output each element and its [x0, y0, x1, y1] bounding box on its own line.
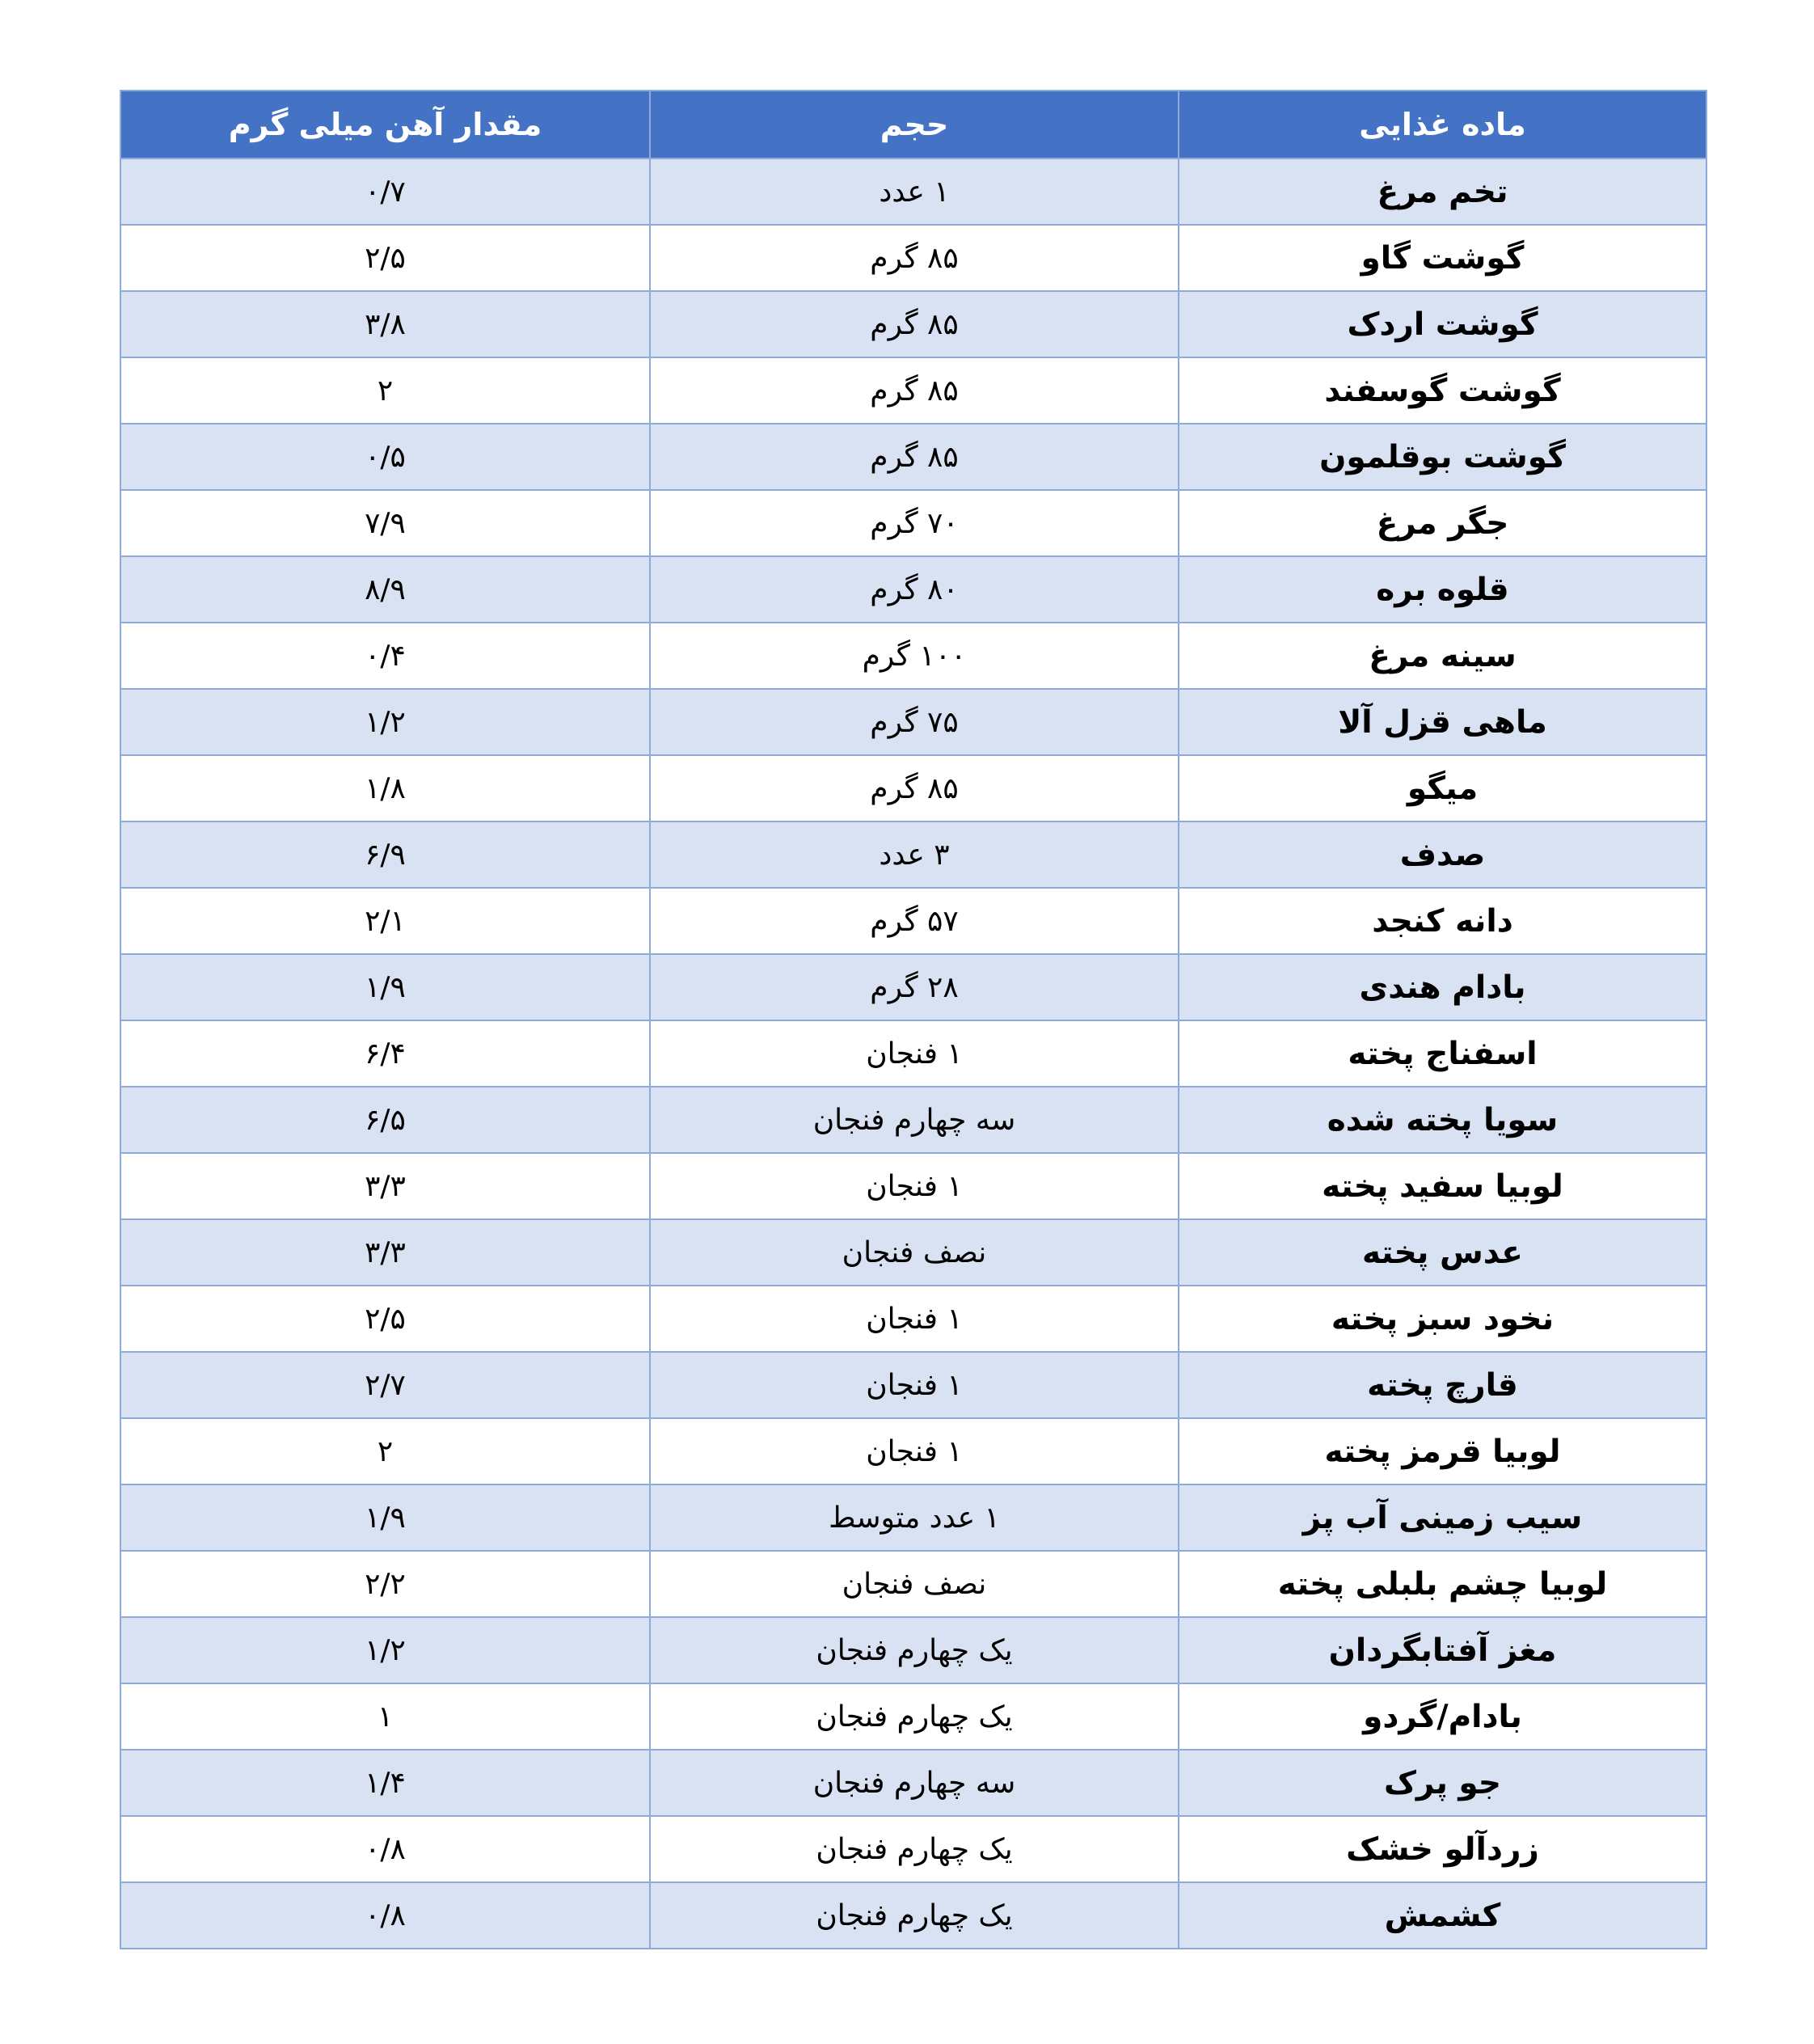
- food-cell: اسفناج پخته: [1179, 1020, 1706, 1087]
- food-cell: قارچ پخته: [1179, 1352, 1706, 1418]
- iron-amount-cell: ۲: [120, 357, 650, 424]
- food-cell: لوبیا سفید پخته: [1179, 1153, 1706, 1219]
- table-row: [120, 1683, 1706, 1750]
- iron-amount-cell: ۳/۳: [120, 1153, 650, 1219]
- volume-cell: یک چهارم فنجان: [650, 1617, 1179, 1683]
- table-row: [120, 291, 1706, 357]
- iron-amount-cell: ۶/۴: [120, 1020, 650, 1087]
- iron-amount-cell: ۰/۸: [120, 1882, 650, 1949]
- table-row: [120, 1882, 1706, 1949]
- food-cell: دانه کنجد: [1179, 888, 1706, 954]
- iron-amount-cell: ۲/۷: [120, 1352, 650, 1418]
- iron-amount-cell: ۱/۲: [120, 689, 650, 755]
- table-row: [120, 490, 1706, 556]
- table-header: [120, 91, 1706, 158]
- volume-cell: ۱ عدد متوسط: [650, 1484, 1179, 1551]
- volume-cell: ۲۸ گرم: [650, 954, 1179, 1020]
- table-row: [120, 821, 1706, 888]
- volume-cell: ۸۰ گرم: [650, 556, 1179, 623]
- food-cell: جگر مرغ: [1179, 490, 1706, 556]
- iron-content-table: [120, 90, 1707, 1949]
- food-cell: زردآلو خشک: [1179, 1816, 1706, 1882]
- table-row: [120, 1219, 1706, 1286]
- table-row: [120, 1153, 1706, 1219]
- table-row: [120, 225, 1706, 291]
- food-cell: لوبیا قرمز پخته: [1179, 1418, 1706, 1484]
- table-row: [120, 954, 1706, 1020]
- iron-amount-cell: ۲/۱: [120, 888, 650, 954]
- iron-amount-cell: ۰/۸: [120, 1816, 650, 1882]
- table-row: [120, 357, 1706, 424]
- volume-cell: نصف فنجان: [650, 1219, 1179, 1286]
- table-row: [120, 1020, 1706, 1087]
- header-food: ماده غذایی: [1179, 91, 1706, 158]
- iron-amount-cell: ۰/۵: [120, 424, 650, 490]
- iron-amount-cell: ۲/۵: [120, 225, 650, 291]
- iron-amount-cell: ۱/۹: [120, 954, 650, 1020]
- volume-cell: ۸۵ گرم: [650, 357, 1179, 424]
- iron-amount-cell: ۱/۸: [120, 755, 650, 821]
- iron-amount-cell: ۱/۴: [120, 1750, 650, 1816]
- volume-cell: ۱ فنجان: [650, 1020, 1179, 1087]
- iron-amount-cell: ۲/۵: [120, 1286, 650, 1352]
- volume-cell: ۱ فنجان: [650, 1286, 1179, 1352]
- table-row: [120, 424, 1706, 490]
- volume-cell: ۱۰۰ گرم: [650, 623, 1179, 689]
- iron-amount-cell: ۸/۹: [120, 556, 650, 623]
- volume-cell: سه چهارم فنجان: [650, 1087, 1179, 1153]
- volume-cell: ۳ عدد: [650, 821, 1179, 888]
- table-row: [120, 1352, 1706, 1418]
- volume-cell: ۸۵ گرم: [650, 755, 1179, 821]
- volume-cell: سه چهارم فنجان: [650, 1750, 1179, 1816]
- table-row: [120, 888, 1706, 954]
- iron-amount-cell: ۳/۸: [120, 291, 650, 357]
- food-cell: گوشت اردک: [1179, 291, 1706, 357]
- food-cell: جو پرک: [1179, 1750, 1706, 1816]
- food-cell: کشمش: [1179, 1882, 1706, 1949]
- food-cell: تخم مرغ: [1179, 158, 1706, 225]
- header-volume: حجم: [650, 91, 1179, 158]
- volume-cell: یک چهارم فنجان: [650, 1882, 1179, 1949]
- table-row: [120, 1286, 1706, 1352]
- table-row: [120, 1087, 1706, 1153]
- iron-amount-cell: ۱/۹: [120, 1484, 650, 1551]
- table-row: [120, 1551, 1706, 1617]
- food-cell: گوشت گوسفند: [1179, 357, 1706, 424]
- food-cell: گوشت بوقلمون: [1179, 424, 1706, 490]
- volume-cell: ۷۵ گرم: [650, 689, 1179, 755]
- table-row: [120, 623, 1706, 689]
- table-row: [120, 1750, 1706, 1816]
- iron-amount-cell: ۱: [120, 1683, 650, 1750]
- table-body: [120, 158, 1706, 1949]
- food-cell: مغز آفتابگردان: [1179, 1617, 1706, 1683]
- food-cell: سویا پخته شده: [1179, 1087, 1706, 1153]
- food-cell: عدس پخته: [1179, 1219, 1706, 1286]
- table-row: [120, 1484, 1706, 1551]
- volume-cell: یک چهارم فنجان: [650, 1683, 1179, 1750]
- volume-cell: ۷۰ گرم: [650, 490, 1179, 556]
- food-cell: نخود سبز پخته: [1179, 1286, 1706, 1352]
- volume-cell: ۱ عدد: [650, 158, 1179, 225]
- iron-amount-cell: ۲/۲: [120, 1551, 650, 1617]
- iron-amount-cell: ۲: [120, 1418, 650, 1484]
- iron-amount-cell: ۳/۳: [120, 1219, 650, 1286]
- food-cell: بادام هندی: [1179, 954, 1706, 1020]
- volume-cell: ۵۷ گرم: [650, 888, 1179, 954]
- food-cell: بادام/گردو: [1179, 1683, 1706, 1750]
- food-cell: سینه مرغ: [1179, 623, 1706, 689]
- table-row: [120, 1418, 1706, 1484]
- table-row: [120, 689, 1706, 755]
- header-row: [120, 91, 1706, 158]
- table-row: [120, 158, 1706, 225]
- volume-cell: یک چهارم فنجان: [650, 1816, 1179, 1882]
- iron-amount-cell: ۰/۴: [120, 623, 650, 689]
- food-cell: گوشت گاو: [1179, 225, 1706, 291]
- food-cell: ماهی قزل آلا: [1179, 689, 1706, 755]
- iron-amount-cell: ۷/۹: [120, 490, 650, 556]
- volume-cell: ۱ فنجان: [650, 1153, 1179, 1219]
- table-row: [120, 1617, 1706, 1683]
- food-cell: قلوه بره: [1179, 556, 1706, 623]
- food-cell: سیب زمینی آب پز: [1179, 1484, 1706, 1551]
- volume-cell: نصف فنجان: [650, 1551, 1179, 1617]
- food-cell: صدف: [1179, 821, 1706, 888]
- volume-cell: ۸۵ گرم: [650, 291, 1179, 357]
- header-iron: مقدار آهن میلی گرم: [120, 91, 650, 158]
- table-row: [120, 1816, 1706, 1882]
- iron-amount-cell: ۱/۲: [120, 1617, 650, 1683]
- iron-amount-cell: ۶/۹: [120, 821, 650, 888]
- iron-amount-cell: ۶/۵: [120, 1087, 650, 1153]
- table-row: [120, 755, 1706, 821]
- table-row: [120, 556, 1706, 623]
- food-cell: میگو: [1179, 755, 1706, 821]
- volume-cell: ۱ فنجان: [650, 1418, 1179, 1484]
- food-cell: لوبیا چشم بلبلی پخته: [1179, 1551, 1706, 1617]
- volume-cell: ۸۵ گرم: [650, 424, 1179, 490]
- iron-amount-cell: ۰/۷: [120, 158, 650, 225]
- volume-cell: ۱ فنجان: [650, 1352, 1179, 1418]
- volume-cell: ۸۵ گرم: [650, 225, 1179, 291]
